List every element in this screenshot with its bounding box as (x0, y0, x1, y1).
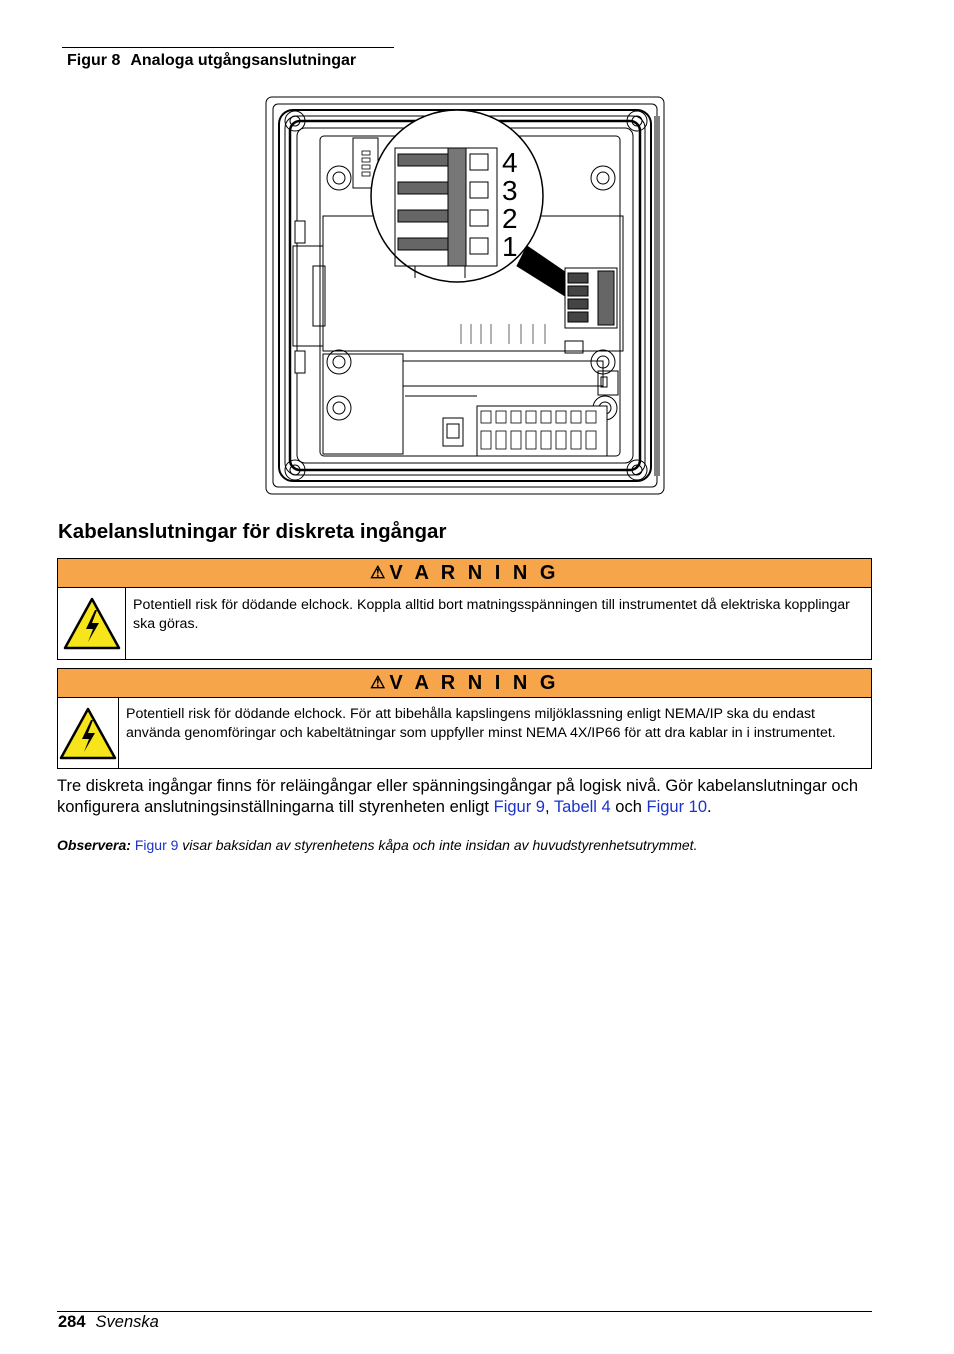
note-link-figur-9[interactable]: Figur 9 (134, 837, 179, 853)
figure-caption (67, 52, 356, 70)
section-heading: Kabelanslutningar för diskreta ingångar (58, 520, 447, 543)
body-text: Tre diskreta ingångar finns för reläingångar eller spänningsingångar på logisk nivå. Gör kabelanslutningar och konfigurera anslutningsinställningarna till styrenheten enligt (57, 777, 859, 816)
electric-shock-hazard-icon (58, 588, 126, 660)
body-paragraph (57, 776, 872, 817)
warning-triangle-icon: ⚠ (370, 673, 386, 692)
link-tabell-4[interactable]: Tabell 4 (553, 797, 611, 816)
warning-header (58, 669, 871, 698)
page-footer (58, 1313, 159, 1332)
warning-header (58, 559, 871, 588)
callout-label-4: 4 (502, 147, 518, 178)
warning-triangle-icon: ⚠ (370, 563, 386, 582)
page-number: 284 (58, 1313, 86, 1331)
warning-text: Potentiell risk för dödande elchock. Koppla alltid bort matningsspänningen till instrumentet då elektriska kopplingar ska göras. (133, 597, 850, 632)
electric-shock-hazard-icon (58, 698, 119, 769)
link-figur-10[interactable]: Figur 10 (646, 797, 708, 816)
warning-text: Potentiell risk för dödande elchock. För att bibehålla kapslingens miljöklassning enligt NEMA/IP ska du endast använda genomföringar och kabeltätningar som uppfyller minst NEMA 4X/IP66 för att dra kablar in i instrumentet. (126, 706, 836, 741)
body-end: . (707, 797, 712, 816)
warning-title: V A R N I N G (389, 671, 559, 694)
figure-title: Analoga utgångsanslutningar (130, 52, 357, 69)
footer-language: Svenska (95, 1313, 159, 1331)
note (57, 837, 872, 853)
warning-box-2 (57, 668, 872, 769)
note-text: visar baksidan av styrenhetens kåpa och inte insidan av huvudstyrenhetsutrymmet. (178, 837, 698, 853)
footer-rule (57, 1311, 872, 1312)
figure-caption-rule (62, 47, 394, 48)
analog-output-connection-diagram (265, 96, 666, 496)
callout-label-2: 2 (502, 203, 518, 234)
callout-label-3: 3 (502, 175, 518, 206)
warning-title: V A R N I N G (389, 561, 559, 584)
body-separator: , (544, 797, 554, 816)
callout-label-1: 1 (502, 231, 518, 262)
body-separator: och (610, 797, 647, 816)
warning-box-1 (57, 558, 872, 660)
note-label: Observera: (57, 837, 131, 853)
link-figur-9[interactable]: Figur 9 (493, 797, 545, 816)
figure-number: Figur 8 (67, 52, 121, 69)
